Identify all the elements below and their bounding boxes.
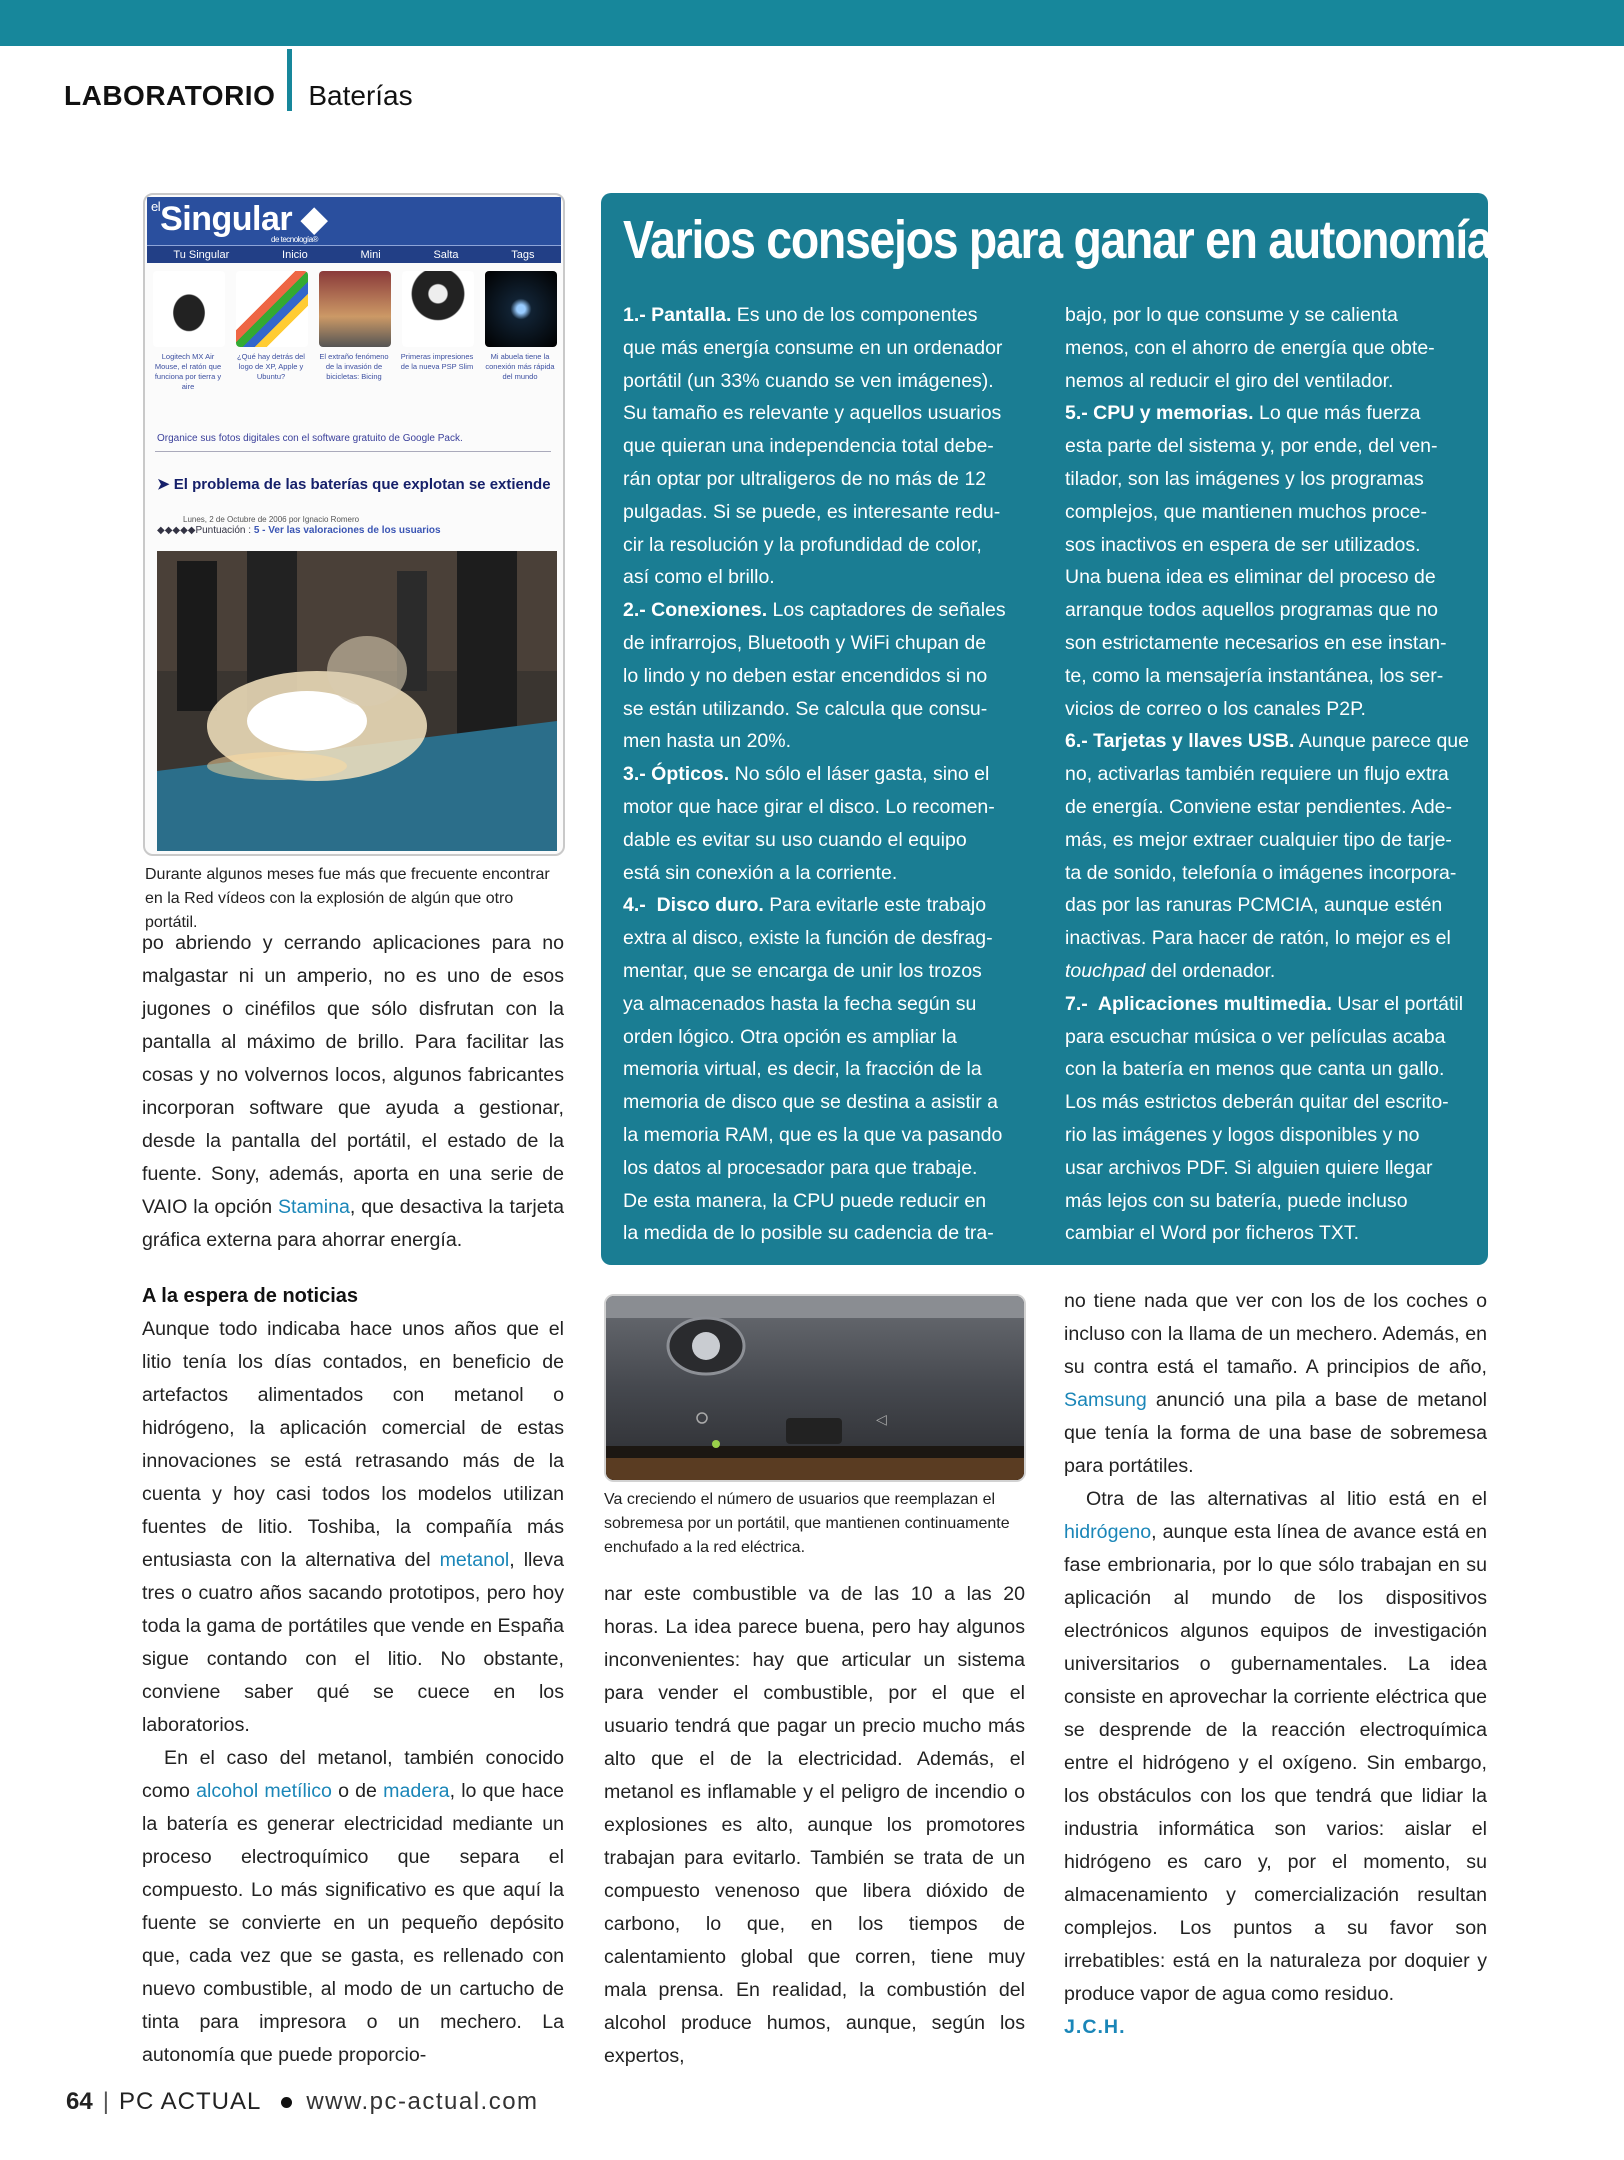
tip-line: así como el brillo.: [623, 566, 775, 589]
tip-line: memoria de disco que se destina a asistir a: [623, 1091, 999, 1114]
tip-line: nemos al reducir el giro del ventilador.: [1065, 369, 1394, 392]
tip-line: rio las imágenes y logos disponibles y no: [1065, 1123, 1420, 1146]
tip-line: te, como la mensajería instantánea, los ser-: [1065, 664, 1444, 687]
site-logo: $^{el}$Singular ◆ de tecnología®: [151, 199, 327, 244]
tip-line: 4.- Disco duro. Para evitarle este trabajo: [623, 894, 987, 917]
header-divider: [287, 49, 292, 111]
tip-line: Su tamaño es relevante y aquellos usuarios: [623, 402, 1002, 425]
tip-line: cir la resolución y la profundidad de color,: [623, 533, 982, 556]
bullet-icon: [281, 2097, 292, 2108]
paragraph: En el caso del metanol, también conocido como alcohol metílico o de madera, lo que hace la batería es generar electricidad mediante un proceso electroquímico que separa el compuesto. Lo más significativo es que aquí la fuente se convierte en un pequeño depósito que, cada vez que se gasta, es rellenado con nuevo combustible, al modo de un cartucho de tinta para impresora o un mechero. La autonomía que puede proporcio-: [142, 1747, 564, 2066]
tip-line: bajo, por lo que consume y se calienta: [1065, 304, 1398, 326]
hidrogeno-link[interactable]: hidrógeno: [1064, 1521, 1152, 1543]
left-column: [142, 927, 564, 2072]
bicing-thumbnail: [319, 271, 391, 347]
top-color-bar: [0, 0, 1624, 46]
tip-line: 1.- Pantalla. Es uno de los componentes: [623, 304, 978, 326]
tip-line: la memoria RAM, que es la que va pasando: [623, 1123, 1003, 1146]
tip-line: Los más estrictos deberán quitar del escrito-: [1065, 1091, 1449, 1114]
tip-line: ta de sonido, telefonía o imágenes incorpora-: [1065, 861, 1457, 884]
site-nav-item: Tags: [511, 249, 535, 261]
alcohol-metilico-link[interactable]: alcohol metílico: [196, 1780, 332, 1802]
svg-text:◁: ◁: [876, 1412, 887, 1428]
tip-line: menos, con el ahorro de energía que obte-: [1065, 336, 1435, 359]
tip-line: rán optar por ultraligeros de no más de 12: [623, 467, 987, 490]
site-article-title: ➤ El problema de las baterías que explotan se extiende: [157, 476, 551, 493]
site-thumbnails: [153, 271, 557, 361]
tip-line: touchpad del ordenador.: [1065, 959, 1276, 982]
tip-line: cambiar el Word por ficheros TXT.: [1065, 1222, 1360, 1245]
tip-line: arranque todos aquellos programas que no: [1065, 599, 1438, 622]
site-rating: ◆◆◆◆◆Puntuación : 5 - Ver las valoraciones de los usuarios: [157, 525, 441, 536]
tip-line: De esta manera, la CPU puede reducir en: [623, 1189, 987, 1212]
section-header: [64, 78, 413, 114]
paragraph: po abriendo y cerrando aplicaciones para no malgastar ni un amperio, no es uno de esos jugones o cinéfilos que sólo disfrutan con la pantalla al máximo de brillo. Para facilitar las cosas y no volvernos locos, algunos fabricantes incorporan software que ayuda a gestionar, desde la pantalla del portátil, el estado de la fuente. Sony, además, aporta en una serie de VAIO la opción Stamina, que desactiva la tarjeta gráfica externa para ahorrar energía.: [142, 932, 564, 1251]
tip-line: extra al disco, existe la función de desfrag-: [623, 927, 993, 950]
tip-line: tilador, son las imágenes y los programas: [1065, 467, 1424, 490]
site-nav-item: Salta: [433, 249, 459, 261]
subsection-label: Baterías: [308, 80, 413, 111]
tip-line: pulgadas. Si se puede, es interesante redu-: [623, 500, 1001, 523]
paragraph: nar este combustible va de las 10 a las 20 horas. La idea parece buena, pero hay algunos inconvenientes: hay que articular un sistema para vender el combustible, por el que el usuario tendrá que pagar un precio mucho más alto que el de la electricidad. Además, el metanol es inflamable y el peligro de incendio o explosiones es alto, aunque los promotores trabajan para evitarlo. También se trata de un compuesto venenoso que libera dióxido de carbono, lo que, en los tiempos de calentamiento global que corren, tiene muy mala prensa. En realidad, la combustión del alcohol produce humos, aunque, según los expertos,: [604, 1583, 1025, 2067]
tip-line: más lejos con su batería, puede incluso: [1065, 1189, 1408, 1212]
tips-column-right: [1065, 299, 1469, 1250]
page-number: 64: [66, 2088, 93, 2115]
laptop-photo: [604, 1294, 1026, 1482]
mouse-thumbnail: [153, 271, 225, 347]
screenshot-caption: Durante algunos meses fue más que frecuente encontrar en la Red vídeos con la explosión de algún que otro portátil.: [145, 866, 550, 931]
tip-line: de energía. Conviene estar pendientes. Ade-: [1065, 795, 1453, 818]
website-url[interactable]: www.pc-actual.com: [306, 2088, 539, 2115]
footer-divider: |: [102, 2088, 109, 2115]
tip-line: portátil (un 33% cuando se ven imágenes).: [623, 369, 994, 392]
metanol-link[interactable]: metanol: [439, 1549, 510, 1571]
site-nav: [147, 245, 561, 263]
paragraph: Otra de las alternativas al litio está en el hidrógeno, aunque esta línea de avance está en fase embrionaria, por lo que sólo trabajan en su aplicación al mundo de los dispositivos electrónicos algunos equipos de investigación universitarios o gubernamentales. La idea consiste en aprovechar la corriente eléctrica que se desprende de la reacción electroquímica entre el hidrógeno y el oxígeno. Sin embargo, los obstáculos con los que tendrá que lidiar la industria informática son varios: aislar el hidrógeno es caro y, por el momento, su almacenamiento y comercialización resultan complejos. Los puntos a su favor son irrebatibles: está en la naturaleza por doquier y produce vapor de agua como residuo.: [1064, 1488, 1487, 2005]
network-thumbnail: [485, 271, 557, 347]
tip-line: men hasta un 20%.: [623, 730, 792, 753]
tip-line: dable es evitar su uso cuando el equipo: [623, 828, 967, 851]
paragraph: no tiene nada que ver con los de los coches o incluso con la llama de un mechero. Además, en su contra está el tamaño. A principios de año, Samsung anunció una pila a base de metanol que tenía la forma de una base de sobremesa para portátiles.: [1064, 1290, 1487, 1477]
tip-line: que más energía consume en un ordenador: [623, 336, 1003, 359]
logo-thumbnail: [236, 271, 308, 347]
tip-line: más, es mejor extraer cualquier tipo de tarje-: [1065, 828, 1452, 851]
tips-column-left: [623, 299, 1006, 1250]
stamina-link[interactable]: Stamina: [277, 1196, 350, 1218]
subheading: A la espera de noticias: [142, 1285, 359, 1307]
tip-line: das por las ranuras PCMCIA, aunque estén: [1065, 894, 1443, 917]
tip-line: no, activarlas también requiere un flujo extra: [1065, 763, 1449, 786]
tip-line: orden lógico. Otra opción es ampliar la: [623, 1025, 957, 1048]
tips-box: [601, 193, 1492, 1265]
thumbnail-captions: Logitech MX Air Mouse, el ratón que funciona por tierra y aire ¿Qué hay detrás del logo de XP, Apple y Ubuntu? El extraño fenómeno de la invasión de bicicletas: Bicing Primeras impresiones de la nueva PSP Slim Mi abuela tiene la conexión más rápida del mundo: [154, 352, 555, 391]
tip-line: sos inactivos en espera de ser utilizados.: [1065, 533, 1421, 556]
tip-line: la medida de lo posible su cadencia de tra-: [623, 1222, 994, 1245]
author-signature: J.C.H.: [1064, 2016, 1126, 2038]
tip-line: mentar, que se encarga de unir los trozos: [623, 959, 982, 982]
site-nav-item: Tu Singular: [173, 249, 230, 261]
madera-link[interactable]: madera: [383, 1780, 450, 1802]
paragraph: Aunque todo indicaba hace unos años que el litio tenía los días contados, en beneficio de artefactos alimentados con metanol o hidrógeno, la aplicación comercial de estas innovaciones se está retrasando más de la cuenta y hoy casi todos los modelos utilizan fuentes de litio. Toshiba, la compañía más entusiasta con la alternativa del metanol, lleva tres o cuatro años sacando prototipos, pero hoy toda la gama de portátiles que vende en España sigue contando con el litio. No obstante, conviene saber qué se cuece en los laboratorios.: [142, 1318, 564, 1736]
divider: [155, 451, 551, 452]
tip-line: lo lindo y no deben estar encendidos si no: [623, 664, 988, 687]
tip-line: de infrarrojos, Bluetooth y WiFi chupan de: [623, 631, 987, 654]
tip-line: está sin conexión a la corriente.: [623, 861, 898, 884]
psp-thumbnail: [402, 271, 474, 347]
tip-line: 7.- Aplicaciones multimedia. Usar el portátil: [1065, 992, 1464, 1015]
tip-line: se están utilizando. Se calcula que consu-: [623, 697, 988, 720]
right-column: [1064, 1285, 1487, 2044]
tip-line: Una buena idea es eliminar del proceso de: [1065, 566, 1436, 589]
tip-line: los datos al procesador para que trabaje.: [623, 1156, 978, 1179]
tip-line: 2.- Conexiones. Los captadores de señales: [623, 599, 1006, 622]
tip-line: vicios de correo o los canales P2P.: [1065, 697, 1366, 720]
site-promo: Organice sus fotos digitales con el software gratuito de Google Pack.: [157, 433, 463, 444]
tips-title: Varios consejos para ganar en autonomía: [623, 210, 1492, 270]
tip-line: con la batería en menos que canta un gallo.: [1065, 1058, 1445, 1081]
tip-line: inactivas. Para hacer de ratón, lo mejor es el: [1065, 927, 1451, 950]
explosion-photo: [157, 551, 557, 851]
site-article-meta: Lunes, 2 de Octubre de 2006 por Ignacio Romero: [183, 515, 360, 524]
section-label: LABORATORIO: [64, 80, 276, 111]
tip-line: motor que hace girar el disco. Lo recomen-: [623, 795, 995, 818]
tip-line: complejos, que mantienen muchos proce-: [1065, 500, 1428, 523]
page-footer: [66, 2088, 539, 2116]
tip-line: ya almacenados hasta la fecha según su: [623, 992, 977, 1015]
tip-line: 3.- Ópticos. No sólo el láser gasta, sino el: [623, 763, 990, 786]
tip-line: 6.- Tarjetas y llaves USB. Aunque parece que: [1065, 730, 1469, 753]
site-nav-item: Mini: [360, 249, 381, 261]
tip-line: que quieran una independencia total debe-: [623, 435, 994, 458]
website-screenshot: [143, 193, 565, 856]
tip-line: 5.- CPU y memorias. Lo que más fuerza: [1065, 402, 1421, 425]
tip-line: memoria virtual, es decir, la fracción de la: [623, 1058, 982, 1081]
tip-line: son estrictamente necesarios en ese instan-: [1065, 631, 1447, 654]
tip-line: para escuchar música o ver películas acaba: [1065, 1025, 1446, 1048]
middle-column: [604, 1578, 1025, 2073]
magazine-name: PC ACTUAL: [118, 2088, 262, 2115]
laptop-caption: Va creciendo el número de usuarios que reemplazan el sobremesa por un portátil, que mantienen continuamente enchufado a la red eléctrica.: [604, 1491, 1010, 1556]
site-nav-item: Inicio: [282, 249, 308, 261]
tip-line: usar archivos PDF. Si alguien quiere llegar: [1065, 1156, 1433, 1179]
samsung-link[interactable]: Samsung: [1064, 1389, 1147, 1411]
tip-line: esta parte del sistema y, por ende, del ven-: [1065, 435, 1438, 458]
